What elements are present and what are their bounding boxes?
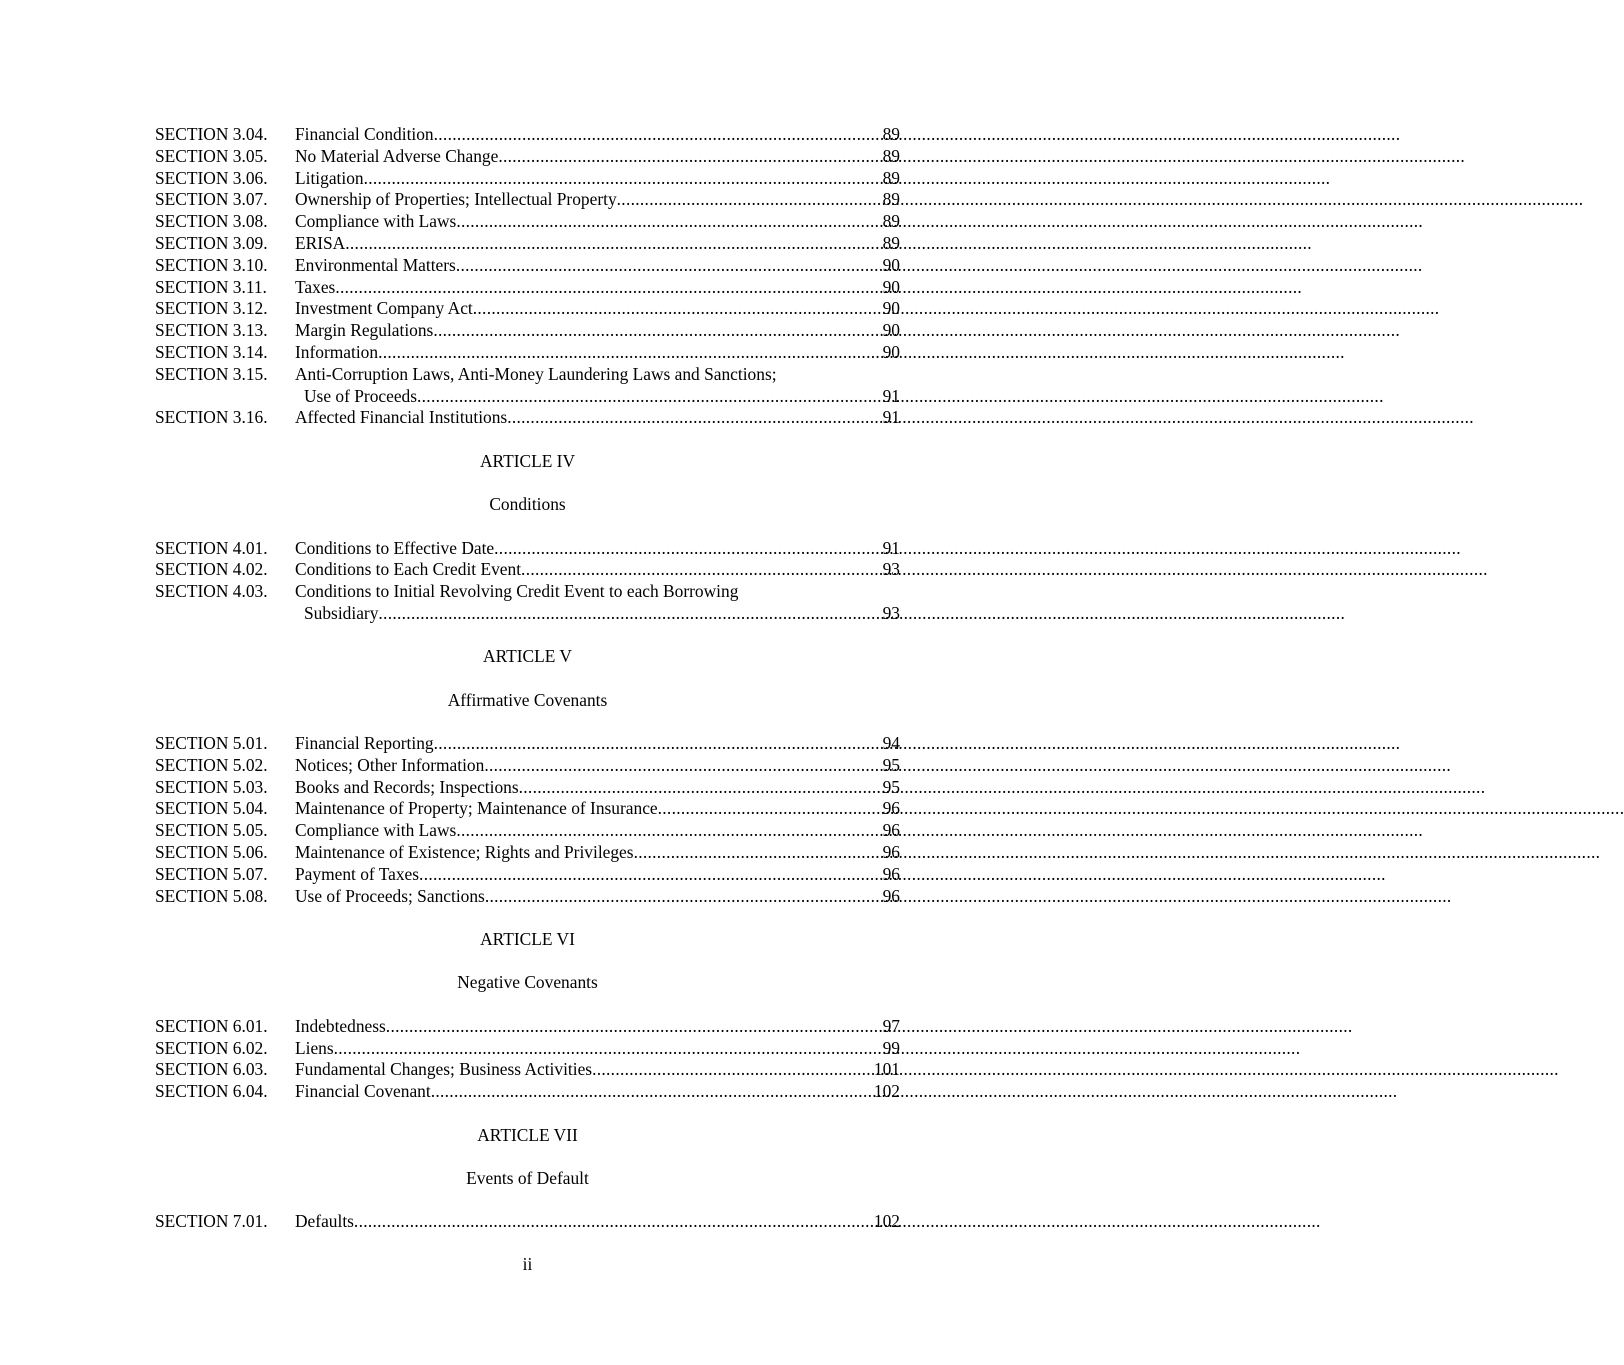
section-number: SECTION 5.03. (155, 776, 268, 797)
page-ref: 93 (882, 602, 900, 623)
toc-row (155, 1038, 900, 1060)
article-heading: Affirmative Covenants (447, 689, 608, 710)
dot-leader (345, 233, 882, 255)
article-heading: ARTICLE IV (479, 450, 576, 471)
toc-row (155, 233, 900, 255)
page-ref: 102 (873, 1211, 900, 1232)
toc-row (155, 798, 900, 820)
toc-entry[interactable] (155, 581, 900, 625)
section-title-continued: Use of Proceeds (304, 385, 418, 406)
page-ref: 96 (882, 798, 900, 819)
toc-row (155, 842, 900, 864)
section-title: Defaults (295, 1211, 354, 1232)
dot-leader (431, 1081, 874, 1103)
section-title: Environmental Matters (295, 254, 456, 275)
dot-leader (364, 168, 883, 190)
section-title: Affected Financial Institutions (295, 407, 508, 428)
section-title: Liens (295, 1037, 334, 1058)
toc-row (155, 320, 900, 342)
dot-leader (334, 1038, 883, 1060)
article-heading: Events of Default (466, 1168, 589, 1189)
dot-leader (494, 538, 882, 560)
toc-entry[interactable] (155, 842, 900, 864)
page-number: ii (522, 1254, 533, 1274)
toc-entry[interactable] (155, 755, 900, 777)
page-ref: 90 (882, 254, 900, 275)
page-ref: 99 (882, 1037, 900, 1058)
page-ref: 89 (882, 211, 900, 232)
toc-row (155, 211, 900, 233)
page-ref: 89 (882, 232, 900, 253)
dot-leader (434, 124, 883, 146)
section-title: Notices; Other Information (295, 754, 485, 775)
toc-entry[interactable] (155, 1211, 900, 1233)
page-ref: 89 (882, 189, 900, 210)
toc-row (155, 298, 900, 320)
page-ref: 90 (882, 276, 900, 297)
toc-row (155, 407, 900, 429)
toc-row (155, 603, 900, 625)
dot-leader (419, 864, 883, 886)
dot-leader (507, 407, 882, 429)
dot-leader (519, 777, 883, 799)
section-list (155, 733, 900, 907)
dot-leader (378, 603, 882, 625)
dot-leader (354, 1211, 874, 1233)
page-ref: 89 (882, 167, 900, 188)
section-number: SECTION 3.16. (155, 407, 268, 428)
dot-leader (592, 1059, 874, 1081)
section-number: SECTION 5.04. (155, 798, 268, 819)
toc-row (155, 342, 900, 364)
toc-entry[interactable] (155, 320, 900, 342)
section-number: SECTION 5.06. (155, 842, 268, 863)
toc-entry[interactable] (155, 559, 900, 581)
section-number: SECTION 4.03. (155, 581, 268, 602)
toc-entry[interactable] (155, 1016, 900, 1038)
page-ref: 95 (882, 754, 900, 775)
dot-leader (473, 298, 883, 320)
section-title: Anti-Corruption Laws, Anti-Money Laundering Laws and Sanctions; (295, 363, 777, 384)
toc-row (155, 168, 900, 190)
page-ref: 102 (873, 1081, 900, 1102)
article-heading: ARTICLE V (483, 646, 572, 667)
toc-row (155, 1016, 900, 1038)
toc-entry[interactable] (155, 255, 900, 277)
section-number: SECTION 5.01. (155, 733, 268, 754)
page-ref: 91 (882, 537, 900, 558)
section-title: No Material Adverse Change (295, 145, 499, 166)
page-ref: 97 (882, 1015, 900, 1036)
toc-row (155, 189, 900, 211)
section-number: SECTION 3.15. (155, 363, 268, 384)
section-number: SECTION 3.14. (155, 341, 268, 362)
dot-leader (378, 342, 883, 364)
toc-entry[interactable] (155, 886, 900, 908)
page-ref: 89 (882, 145, 900, 166)
dot-leader (456, 211, 882, 233)
page-ref: 96 (882, 820, 900, 841)
toc-entry[interactable] (155, 364, 900, 408)
section-title: Conditions to Effective Date (295, 537, 495, 558)
table-of-contents (155, 124, 900, 1255)
page-ref: 90 (882, 341, 900, 362)
toc-entry[interactable] (155, 777, 900, 799)
section-number: SECTION 5.05. (155, 820, 268, 841)
toc-row (155, 146, 900, 168)
dot-leader (456, 820, 882, 842)
toc-entry[interactable] (155, 538, 900, 560)
toc-entry[interactable] (155, 189, 900, 211)
toc-entry[interactable] (155, 733, 900, 755)
section-list (155, 124, 900, 429)
toc-entry[interactable] (155, 798, 900, 820)
page-ref: 96 (882, 885, 900, 906)
section-number: SECTION 3.12. (155, 298, 268, 319)
section-number: SECTION 5.02. (155, 754, 268, 775)
article-heading: Negative Covenants (457, 972, 598, 993)
section-number: SECTION 6.02. (155, 1037, 268, 1058)
section-list (155, 538, 900, 625)
section-number: SECTION 3.04. (155, 124, 268, 144)
toc-row (155, 755, 900, 777)
toc-entry[interactable] (155, 277, 900, 299)
page-ref: 89 (882, 124, 900, 144)
page-ref: 90 (882, 298, 900, 319)
section-title: Conditions to Each Credit Event (295, 559, 522, 580)
page-ref: 94 (882, 733, 900, 754)
section-number: SECTION 3.07. (155, 189, 268, 210)
toc-entry[interactable] (155, 407, 900, 429)
article-heading: Conditions (489, 494, 566, 515)
section-number: SECTION 4.01. (155, 537, 268, 558)
toc-row (155, 820, 900, 842)
toc-entry[interactable] (155, 1038, 900, 1060)
toc-entry[interactable] (155, 146, 900, 168)
toc-entry[interactable] (155, 233, 900, 255)
toc-row (155, 255, 900, 277)
section-number: SECTION 5.07. (155, 863, 268, 884)
toc-row (155, 733, 900, 755)
section-title: Taxes (295, 276, 336, 297)
section-number-spacer (155, 386, 295, 408)
toc-entry[interactable] (155, 168, 900, 190)
toc-row (155, 1059, 900, 1081)
page-ref: 90 (882, 320, 900, 341)
dot-leader (634, 842, 883, 864)
section-title: Fundamental Changes; Business Activities (295, 1059, 593, 1080)
section-title-continued: Subsidiary (304, 602, 379, 623)
page-ref: 101 (873, 1059, 900, 1080)
section-number: SECTION 3.11. (155, 276, 267, 297)
section-number: SECTION 3.06. (155, 167, 268, 188)
section-number: SECTION 5.08. (155, 885, 268, 906)
article-heading: ARTICLE VI (480, 929, 575, 950)
section-title: Indebtedness (295, 1015, 386, 1036)
section-title: Payment of Taxes (295, 863, 420, 884)
section-title: ERISA (295, 232, 346, 253)
dot-leader (434, 733, 883, 755)
section-title: Books and Records; Inspections (295, 776, 519, 797)
section-title: Maintenance of Property; Maintenance of Insurance (295, 798, 658, 819)
toc-entry[interactable] (155, 1059, 900, 1081)
dot-leader (617, 189, 883, 211)
toc-row (155, 777, 900, 799)
section-number: SECTION 6.03. (155, 1059, 268, 1080)
section-title: Financial Condition (295, 124, 434, 144)
section-number: SECTION 4.02. (155, 559, 268, 580)
toc-row (155, 559, 900, 581)
dot-leader (335, 277, 882, 299)
section-title: Financial Reporting (295, 733, 434, 754)
toc-entry[interactable] (155, 864, 900, 886)
page-ref: 95 (882, 776, 900, 797)
section-title: Compliance with Laws (295, 211, 457, 232)
page-ref: 96 (882, 863, 900, 884)
dot-leader (484, 755, 882, 777)
dot-leader (498, 146, 882, 168)
section-title: Financial Covenant (295, 1081, 431, 1102)
article-heading: ARTICLE VII (477, 1124, 578, 1145)
toc-row (155, 886, 900, 908)
section-title: Investment Company Act (295, 298, 473, 319)
toc-row (155, 124, 900, 146)
section-title: Maintenance of Existence; Rights and Privileges (295, 842, 634, 863)
toc-entry[interactable] (155, 342, 900, 364)
section-title: Use of Proceeds; Sanctions (295, 885, 485, 906)
section-list (155, 1211, 900, 1233)
section-number: SECTION 3.08. (155, 211, 268, 232)
toc-row (155, 1081, 900, 1103)
section-number-spacer (155, 603, 295, 625)
section-title: Margin Regulations (295, 320, 434, 341)
section-title: Information (295, 341, 379, 362)
section-title: Compliance with Laws (295, 820, 457, 841)
dot-leader (386, 1016, 883, 1038)
toc-entry[interactable] (155, 1081, 900, 1103)
section-title: Litigation (295, 167, 364, 188)
toc-entry[interactable] (155, 124, 900, 146)
dot-leader (417, 386, 883, 408)
section-number: SECTION 6.01. (155, 1015, 268, 1036)
dot-leader (658, 798, 883, 820)
toc-row (155, 864, 900, 886)
page-ref: 91 (882, 385, 900, 406)
page-ref: 96 (882, 842, 900, 863)
section-title: Ownership of Properties; Intellectual Property (295, 189, 617, 210)
section-number: SECTION 3.05. (155, 145, 268, 166)
section-number: SECTION 7.01. (155, 1211, 268, 1232)
section-number: SECTION 3.10. (155, 254, 268, 275)
toc-row (155, 386, 900, 408)
dot-leader (433, 320, 882, 342)
dot-leader (456, 255, 883, 277)
dot-leader (485, 886, 883, 908)
page-ref: 91 (882, 407, 900, 428)
toc-row (155, 277, 900, 299)
dot-leader (521, 559, 883, 581)
section-title: Conditions to Initial Revolving Credit Event to each Borrowing (295, 581, 739, 602)
toc-entry[interactable] (155, 211, 900, 233)
toc-row (155, 364, 900, 386)
page-ref: 93 (882, 559, 900, 580)
toc-row (155, 538, 900, 560)
section-number: SECTION 3.09. (155, 232, 268, 253)
section-number: SECTION 3.13. (155, 320, 268, 341)
section-number: SECTION 6.04. (155, 1081, 268, 1102)
toc-entry[interactable] (155, 298, 900, 320)
section-list (155, 1016, 900, 1103)
toc-row (155, 581, 900, 603)
toc-row (155, 1211, 900, 1233)
toc-entry[interactable] (155, 820, 900, 842)
